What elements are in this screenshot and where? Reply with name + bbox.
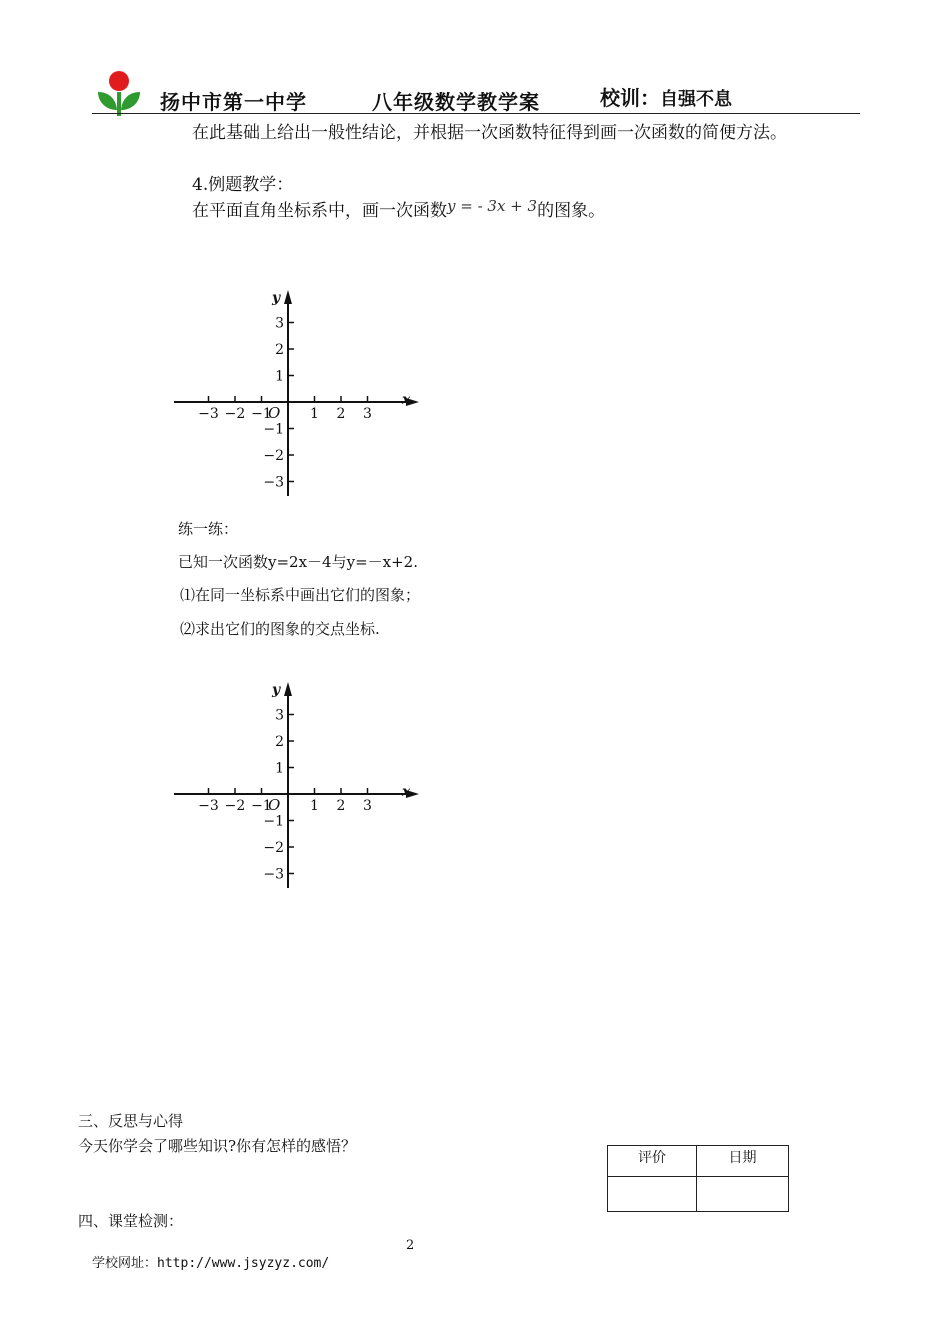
x-tick-label: 3 — [363, 798, 372, 814]
school-name: 扬中市第一中学 — [160, 90, 307, 114]
y-axis-arrow — [284, 290, 292, 304]
y-tick-label: 2 — [275, 734, 284, 750]
test-heading: 四、课堂检测： — [78, 1212, 184, 1230]
x-tick-label: 2 — [336, 798, 346, 814]
website-url: http://www.jsyzyz.com/ — [157, 1256, 330, 1271]
x-tick-label: 1 — [310, 798, 319, 814]
x-tick-label: −3 — [198, 406, 219, 422]
evaluation-cell[interactable] — [608, 1177, 697, 1212]
x-tick-label: −3 — [198, 798, 219, 814]
intro-line: 在此基础上给出一般性结论，并根据一次函数特征得到画一次函数的简便方法。 — [192, 123, 787, 143]
practice-question-2: ⑵求出它们的图象的交点坐标. — [180, 620, 380, 638]
x-tick-label: 2 — [336, 406, 346, 422]
y-axis-label: y — [272, 682, 281, 698]
origin-label: O — [268, 404, 281, 422]
x-axis-label: x — [402, 392, 411, 408]
page-number: 2 — [406, 1238, 415, 1253]
example-formula: y = - 3x + 3 — [447, 197, 538, 215]
y-tick-label: 1 — [275, 760, 284, 777]
header-rule — [92, 113, 860, 114]
axes-svg — [170, 286, 420, 498]
x-tick-label: 3 — [363, 406, 372, 422]
coordinate-plane-example — [170, 286, 420, 498]
y-tick-label: 1 — [275, 368, 284, 385]
axes-svg — [170, 678, 420, 890]
origin-label: O — [268, 796, 281, 814]
date-header: 日期 — [697, 1146, 789, 1177]
y-tick-label: −3 — [263, 474, 284, 491]
practice-problem: 已知一次函数y=2x－4与y=－x+2. — [178, 553, 418, 571]
y-tick-label: 3 — [275, 707, 284, 724]
website-label: 学校网址： — [92, 1256, 158, 1271]
y-tick-label: −1 — [263, 421, 284, 438]
evaluation-table — [607, 1145, 789, 1212]
x-tick-label: −2 — [224, 798, 246, 814]
y-tick-label: −1 — [263, 813, 284, 830]
motto — [600, 82, 732, 111]
y-tick-label: 3 — [275, 315, 284, 332]
y-tick-label: −2 — [263, 840, 284, 856]
reflection-heading: 三、反思与心得 — [78, 1112, 184, 1130]
y-axis-label: y — [272, 290, 281, 306]
x-tick-label: −1 — [251, 798, 272, 814]
reflection-question: 今天你学会了哪些知识?你有怎样的感悟？ — [78, 1137, 357, 1155]
practice-heading: 练一练： — [178, 520, 239, 538]
y-axis-arrow — [284, 682, 292, 696]
motto-text: 自强不息 — [660, 89, 732, 110]
x-tick-label: −2 — [224, 406, 246, 422]
x-axis-label: x — [402, 784, 411, 800]
example-heading: 4.例题教学： — [192, 175, 294, 195]
y-tick-label: −2 — [263, 448, 284, 464]
coordinate-plane-practice — [170, 678, 420, 890]
school-website — [92, 1252, 329, 1271]
evaluation-header: 评价 — [608, 1146, 697, 1177]
document-title: 八年级数学教学案 — [372, 90, 540, 114]
example-question — [192, 196, 605, 221]
example-text-before: 在平面直角坐标系中，画一次函数 — [192, 201, 447, 221]
y-tick-label: 2 — [275, 342, 284, 358]
practice-question-1: ⑴在同一坐标系中画出它们的图象； — [180, 586, 421, 604]
y-tick-label: −3 — [263, 866, 284, 883]
example-text-after: 的图象。 — [537, 201, 606, 221]
motto-label: 校训： — [600, 86, 660, 110]
date-cell[interactable] — [697, 1177, 789, 1212]
school-logo — [96, 70, 142, 118]
x-tick-label: −1 — [251, 406, 272, 422]
x-tick-label: 1 — [310, 406, 319, 422]
